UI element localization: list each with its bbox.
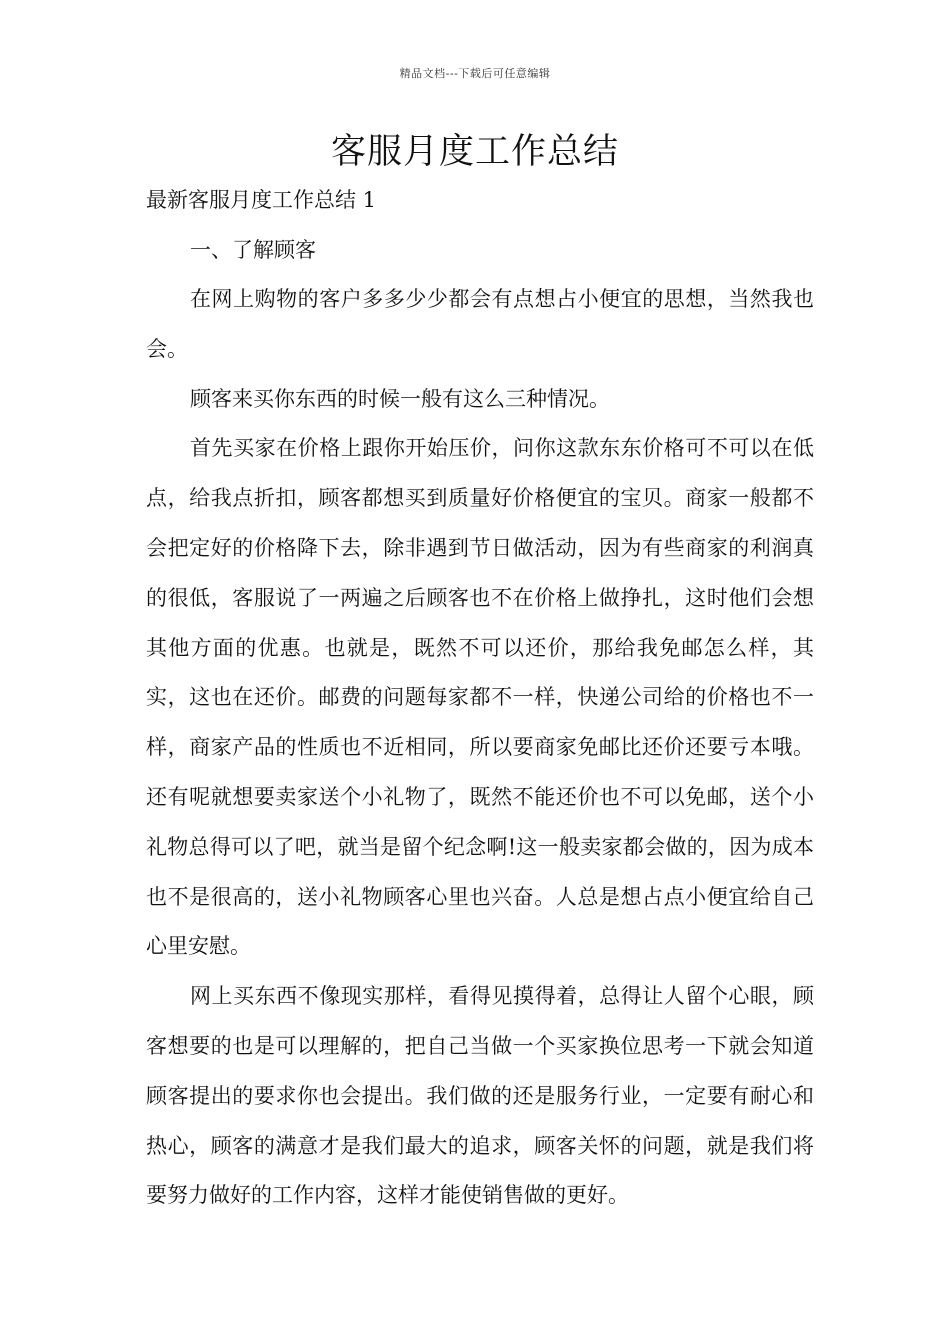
- section-heading: 一、了解顾客: [190, 238, 316, 262]
- paragraph: 网上买东西不像现实那样，看得见摸得着，总得让人留个心眼，顾客想要的也是可以理解的，把自己当做一个买家换位思考一下就会知道顾客提出的要求你也会提出。我们做的还是服务行业，一定要有耐心和热心，顾客的满意才是我们最大的追求，顾客关怀的问题，就是我们将要努力做好的工作内容，这样才能使销售做的更好。: [146, 984, 814, 1208]
- document-title: 客服月度工作总结: [330, 132, 619, 172]
- paragraph: 首先买家在价格上跟你开始压价，问你这款东东价格可不可以在低点，给我点折扣，顾客都想买到质量好价格便宜的宝贝。商家一般都不会把定好的价格降下去，除非遇到节日做活动，因为有些商家的利润真的很低，客服说了一两遍之后顾客也不在价格上做挣扎，这时他们会想其他方面的优惠。也就是，既然不可以还价，那给我免邮怎么样，其实，这也在还价。邮费的问题每家都不一样，快递公司给的价格也不一样，商家产品的性质也不近相同，所以要商家免邮比还价还要亏本哦。还有呢就想要卖家送个小礼物了，既然不能还价也不可以免邮，送个小礼物总得可以了吧，就当是留个纪念啊!这一般卖家都会做的，因为成本也不是很高的，送小礼物顾客心里也兴奋。人总是想占点小便宜给自己心里安慰。: [146, 436, 814, 959]
- paragraph: 顾客来买你东西的时候一般有这么三种情况。: [190, 386, 610, 411]
- document-body: [146, 175, 814, 1221]
- paragraph: 在网上购物的客户多多少少都会有点想占小便宜的思想，当然我也会。: [146, 287, 814, 361]
- document-subtitle: 最新客服月度工作总结 1: [146, 188, 377, 212]
- header-note: 精品文档---下载后可任意编辑: [399, 67, 551, 80]
